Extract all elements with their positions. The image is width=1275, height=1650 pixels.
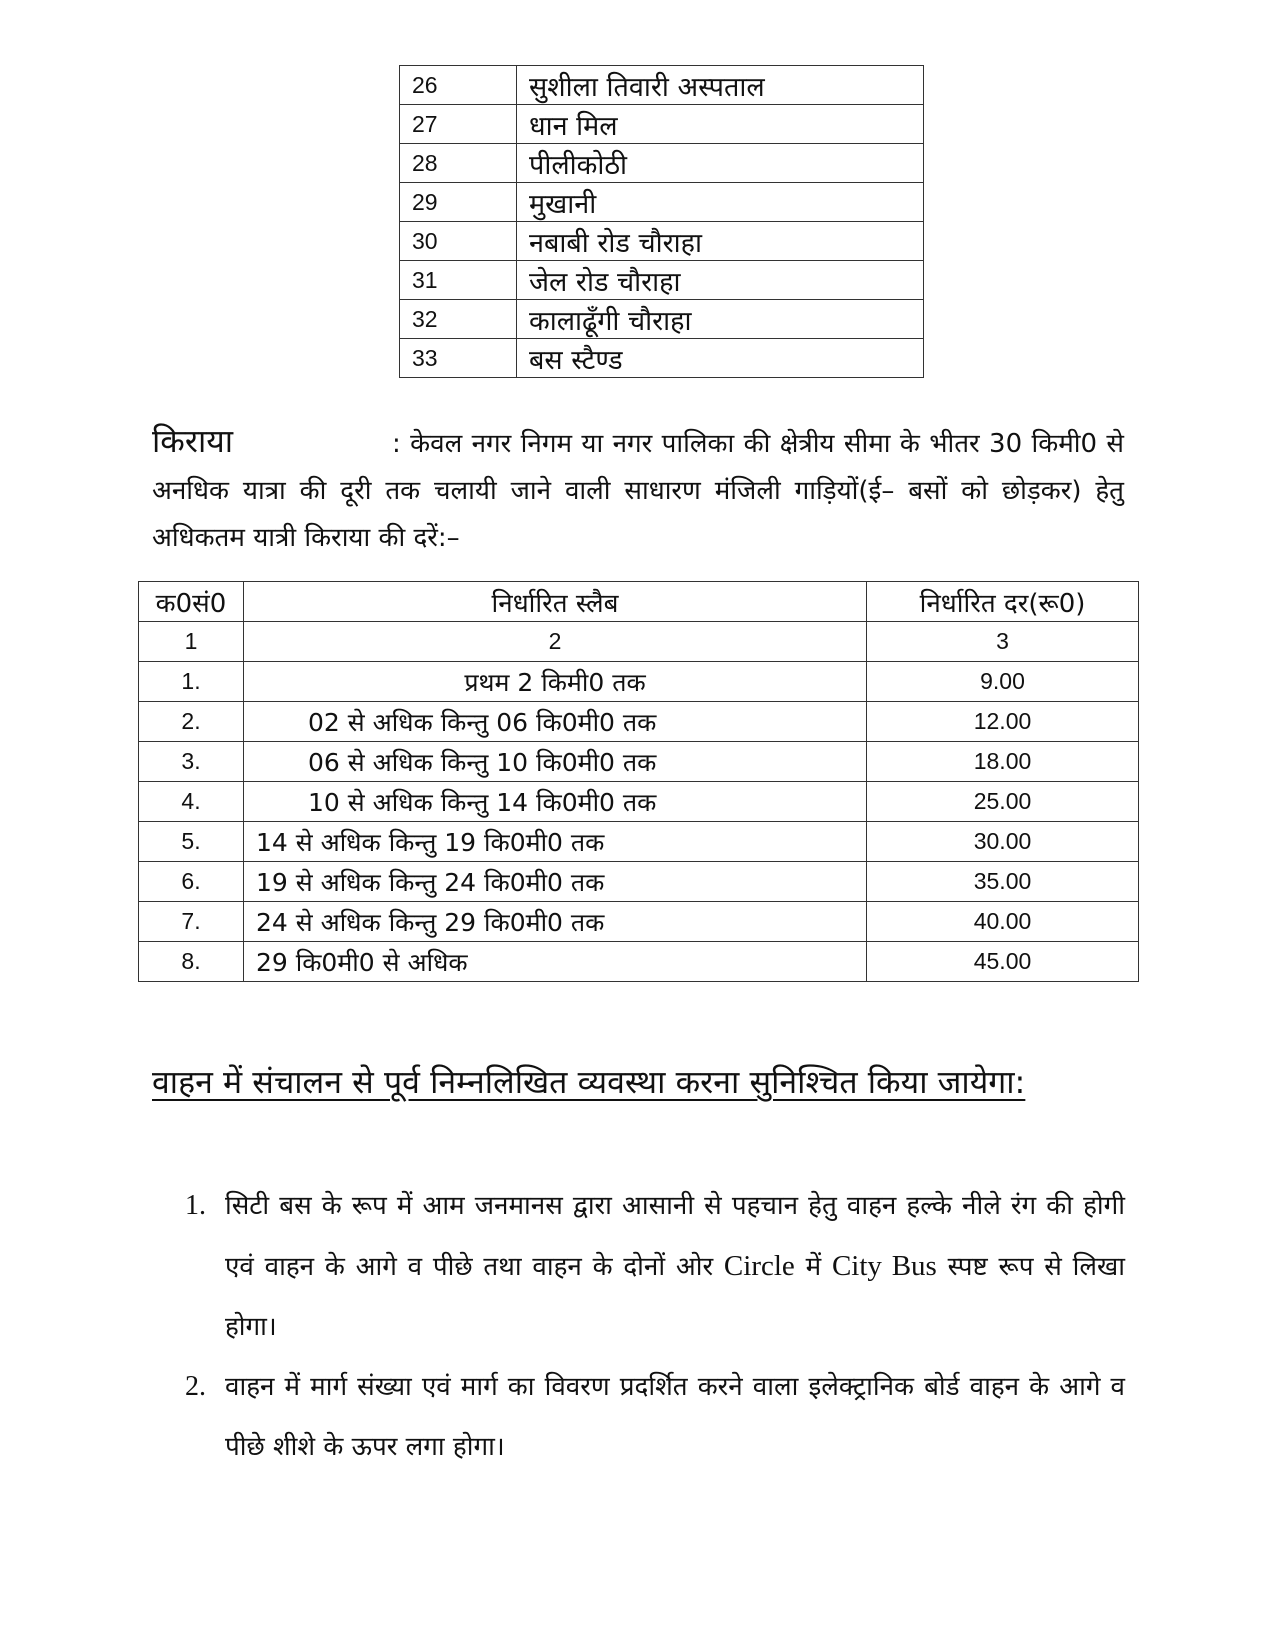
- table-row: [400, 300, 924, 339]
- row-serial: 3.: [139, 742, 244, 782]
- slab-text: प्रथम 2 किमी0 तक: [464, 667, 646, 697]
- row-serial: 4.: [139, 782, 244, 822]
- slab-text: 14 से अधिक किन्तु 19 कि0मी0 तक: [256, 827, 605, 857]
- table-row: [400, 144, 924, 183]
- list-item-text-part: में: [805, 1252, 822, 1282]
- list-item-text: [225, 1176, 1125, 1357]
- arrangements-heading: [152, 1056, 1124, 1108]
- table-row: [139, 742, 1139, 782]
- row-rate: 40.00: [867, 902, 1139, 942]
- stop-number: 33: [400, 339, 517, 378]
- row-slab: [244, 742, 867, 782]
- header-serial: क0सं0: [139, 582, 244, 622]
- row-serial: 7.: [139, 902, 244, 942]
- row-serial: 8.: [139, 942, 244, 982]
- list-item-latin-text: City Bus: [831, 1250, 937, 1282]
- slab-text: 24 से अधिक किन्तु 29 कि0मी0 तक: [256, 907, 605, 937]
- list-item-number: 1.: [185, 1190, 206, 1221]
- slab-text: 10 से अधिक किन्तु 14 कि0मी0 तक: [308, 787, 657, 817]
- row-slab: [244, 782, 867, 822]
- stop-number: 28: [400, 144, 517, 183]
- row-rate: 30.00: [867, 822, 1139, 862]
- row-rate: 35.00: [867, 862, 1139, 902]
- table-row: [139, 702, 1139, 742]
- column-number: 2: [244, 622, 867, 662]
- stop-number: 26: [400, 66, 517, 105]
- row-slab: [244, 942, 867, 982]
- table-row: [139, 902, 1139, 942]
- list-item-latin-text: Circle: [723, 1250, 795, 1282]
- list-item-number: 2.: [185, 1371, 206, 1402]
- row-rate: 18.00: [867, 742, 1139, 782]
- slab-text: 29 कि0मी0 से अधिक: [256, 947, 468, 977]
- table-row: [139, 822, 1139, 862]
- stop-number: 30: [400, 222, 517, 261]
- fare-table: [138, 581, 1139, 982]
- list-item-text-part: सिटी बस के रूप में आम जनमानस द्वारा आसानी से पहचान हेतु वाहन हल्के नीले रंग की होगी एवं वाहन के आगे व पीछे तथा वाहन के दोनों ओर: [225, 1191, 1125, 1282]
- stop-name: सुशीला तिवारी अस्पताल: [517, 66, 924, 105]
- slab-text: 19 से अधिक किन्तु 24 कि0मी0 तक: [256, 867, 605, 897]
- row-rate: 45.00: [867, 942, 1139, 982]
- list-item-text-part: स्पष्ट रूप से लिखा होगा।: [225, 1252, 1126, 1342]
- fare-heading: किराया: [152, 422, 234, 460]
- stop-number: 32: [400, 300, 517, 339]
- row-slab: [244, 662, 867, 702]
- row-slab: [244, 902, 867, 942]
- stop-name: बस स्टैण्ड: [517, 339, 924, 378]
- row-serial: 2.: [139, 702, 244, 742]
- list-item: [185, 1176, 1125, 1357]
- table-row: [400, 339, 924, 378]
- table-header-row: [139, 582, 1139, 622]
- stop-number: 31: [400, 261, 517, 300]
- slab-text: 06 से अधिक किन्तु 10 कि0मी0 तक: [308, 747, 657, 777]
- row-rate: 12.00: [867, 702, 1139, 742]
- table-row: [139, 942, 1139, 982]
- table-row: [400, 261, 924, 300]
- stop-number: 27: [400, 105, 517, 144]
- row-rate: 9.00: [867, 662, 1139, 702]
- fare-paragraph: [152, 418, 1124, 562]
- table-column-number-row: [139, 622, 1139, 662]
- table-row: [400, 66, 924, 105]
- table-row: [400, 222, 924, 261]
- arrangements-heading-text: वाहन में संचालन से पूर्व निम्नलिखित व्यवस्था करना सुनिश्चित किया जायेगा:: [152, 1063, 1026, 1101]
- row-serial: 6.: [139, 862, 244, 902]
- stop-name: कालाढूँगी चौराहा: [517, 300, 924, 339]
- column-number: 3: [867, 622, 1139, 662]
- stop-number: 29: [400, 183, 517, 222]
- fare-text: : केवल नगर निगम या नगर पालिका की क्षेत्रीय सीमा के भीतर 30 किमी0 से अनधिक यात्रा की दूरी तक चलायी जाने वाली साधारण मंजिली गाड़ियों(ई– बसों को छोड़कर) हेतु अधिकतम यात्री किराया की दरें:–: [152, 429, 1124, 553]
- row-serial: 1.: [139, 662, 244, 702]
- column-number: 1: [139, 622, 244, 662]
- row-rate: 25.00: [867, 782, 1139, 822]
- table-row: [139, 662, 1139, 702]
- stop-name: पीलीकोठी: [517, 144, 924, 183]
- row-slab: [244, 702, 867, 742]
- stop-name: मुखानी: [517, 183, 924, 222]
- table-row: [139, 862, 1139, 902]
- stops-table: [399, 65, 924, 378]
- stop-name: धान मिल: [517, 105, 924, 144]
- table-row: [139, 782, 1139, 822]
- stop-name: नबाबी रोड चौराहा: [517, 222, 924, 261]
- row-slab: [244, 822, 867, 862]
- table-row: [400, 105, 924, 144]
- arrangements-list: [185, 1176, 1125, 1477]
- row-serial: 5.: [139, 822, 244, 862]
- header-slab: निर्धारित स्लैब: [244, 582, 867, 622]
- list-item: [185, 1357, 1125, 1477]
- table-row: [400, 183, 924, 222]
- slab-text: 02 से अधिक किन्तु 06 कि0मी0 तक: [308, 707, 657, 737]
- stop-name: जेल रोड चौराहा: [517, 261, 924, 300]
- row-slab: [244, 862, 867, 902]
- list-item-text: वाहन में मार्ग संख्या एवं मार्ग का विवरण प्रदर्शित करने वाला इलेक्ट्रानिक बोर्ड वाहन के आगे व पीछे शीशे के ऊपर लगा होगा।: [225, 1372, 1125, 1462]
- header-rate: निर्धारित दर(रू0): [867, 582, 1139, 622]
